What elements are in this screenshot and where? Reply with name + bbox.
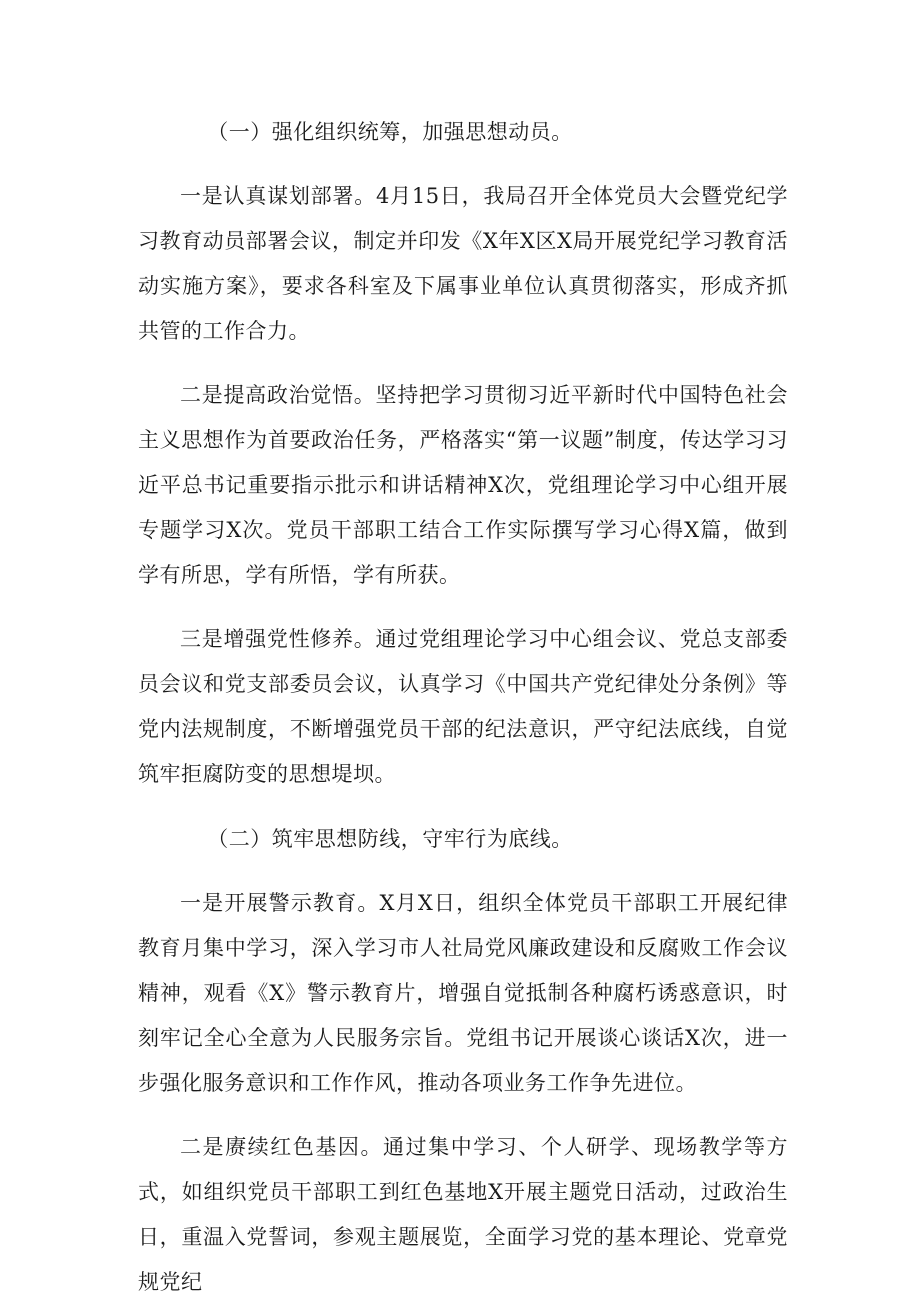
section-one-paragraph-3: 三是增强党性修养。通过党组理论学习中心组会议、党总支部委员会议和党支部委员会议，认真学习《中国共产党纪律处分条例》等党内法规制度，不断增强党员干部的纪法意识，严守纪法底线，自觉筑牢拒腐防变的思想堤坝。 — [138, 627, 788, 786]
section-one-paragraph-1: 一是认真谋划部署。4月15日，我局召开全体党员大会暨党纪学习教育动员部署会议，制定并印发《X年X区X局开展党纪学习教育活动实施方案》，要求各科室及下属事业单位认真贯彻落实，形成齐抓共管的工作合力。 — [138, 184, 788, 343]
section-one-paragraph-2: 二是提高政治觉悟。坚持把学习贯彻习近平新时代中国特色社会主义思想作为首要政治任务，严格落实“第一议题”制度，传达学习习近平总书记重要指示批示和讲话精神X次，党组理论学习中心组开展专题学习X次。党员干部职工结合工作实际撰写学习心得X篇，做到学有所思，学有所悟，学有所获。 — [138, 383, 788, 587]
section-two-paragraph-1: 一是开展警示教育。X月X日，组织全体党员干部职工开展纪律教育月集中学习，深入学习市人社局党风廉政建设和反腐败工作会议精神，观看《X》警示教育片，增强自觉抵制各种腐朽诱惑意识，时刻牢记全心全意为人民服务宗旨。党组书记开展谈心谈话X次，进一步强化服务意识和工作作风，推动各项业务工作争先进位。 — [138, 891, 788, 1095]
section-two-paragraph-2: 二是赓续红色基因。通过集中学习、个人研学、现场教学等方式，如组织党员干部职工到红色基地X开展主题党日活动，过政治生日，重温入党誓词，参观主题展览，全面学习党的基本理论、党章党规党纪 — [138, 1135, 788, 1294]
section-two-heading: （二）筑牢思想防线，守牢行为底线。 — [207, 827, 573, 851]
section-one-heading: （一）强化组织统筹，加强思想动员。 — [207, 120, 573, 144]
